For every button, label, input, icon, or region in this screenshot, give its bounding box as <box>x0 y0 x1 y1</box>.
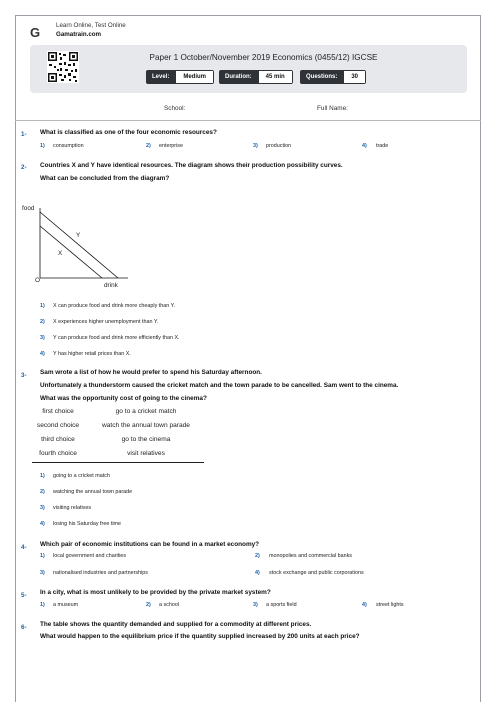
choice-activity: visit relatives <box>127 450 165 457</box>
duration-label: Duration: <box>219 70 258 84</box>
q5-option-2-number[interactable]: 2) <box>146 602 151 608</box>
gamatrain-logo[interactable]: G <box>30 25 41 40</box>
paper-header <box>30 45 467 93</box>
question-1-number: 1- <box>21 131 27 138</box>
table-row <box>32 422 204 436</box>
q1-option-4[interactable]: trade <box>376 143 389 149</box>
questions-label: Questions: <box>300 70 343 84</box>
choice-activity: go to the cinema <box>121 436 171 443</box>
q5-option-1-number[interactable]: 1) <box>40 602 45 608</box>
question-3-text: Sam wrote a list of how he would prefer to spend his Saturday afternoon. <box>40 369 262 376</box>
questions-value: 30 <box>343 70 366 84</box>
q3-option-1-number[interactable]: 1) <box>40 473 45 479</box>
question-3-subtext-1: Unfortunately a thunderstorm caused the cricket match and the town parade to be cancelled. Sam went to the cinema. <box>40 382 399 389</box>
q2-option-4[interactable]: Y has higher retail prices than X. <box>53 351 131 357</box>
q3-option-1[interactable]: going to a cricket match <box>53 473 110 479</box>
brand-site[interactable]: Gamatrain.com <box>56 31 102 38</box>
duration-value: 45 min <box>258 70 293 84</box>
question-6-number: 6- <box>21 624 27 631</box>
table-row <box>32 436 204 450</box>
q4-option-1[interactable]: local government and charities <box>53 553 127 559</box>
table-row <box>32 408 204 422</box>
question-5-text: In a city, what is most unlikely to be provided by the private market system? <box>40 589 271 596</box>
q2-option-1-number[interactable]: 1) <box>40 303 45 309</box>
full-name-field: Full Name: <box>317 105 348 112</box>
q2-option-2[interactable]: X experiences higher unemployment than Y. <box>53 319 159 325</box>
question-6-text: The table shows the quantity demanded and supplied for a commodity at different prices. <box>40 621 312 628</box>
level-badge <box>146 70 214 84</box>
table-bottom-rule <box>32 462 204 463</box>
q2-option-2-number[interactable]: 2) <box>40 319 45 325</box>
q5-option-4-number[interactable]: 4) <box>362 602 367 608</box>
choice-rank: second choice <box>36 422 80 429</box>
q2-option-1[interactable]: X can produce food and drink more cheaply than Y. <box>53 303 176 309</box>
paper-title: Paper 1 October/November 2019 Economics (0455/12) IGCSE <box>149 53 378 62</box>
q5-option-1[interactable]: a museum <box>53 602 79 608</box>
q4-option-3-number[interactable]: 3) <box>40 570 45 576</box>
question-6-subtext: What would happen to the equilibrium price if the quantity supplied increased by 200 units at each price? <box>40 633 360 640</box>
graph-x-axis-label: drink <box>104 282 118 289</box>
q3-option-4-number[interactable]: 4) <box>40 521 45 527</box>
q1-option-1[interactable]: consumption <box>53 143 84 149</box>
question-2-text: Countries X and Y have identical resources. The diagram shows their production possibility curves. <box>40 162 343 169</box>
q3-option-3-number[interactable]: 3) <box>40 505 45 511</box>
q3-option-2-number[interactable]: 2) <box>40 489 45 495</box>
q3-option-4[interactable]: losing his Saturday free time <box>53 521 122 527</box>
q3-option-3[interactable]: visiting relatives <box>53 505 92 511</box>
q1-option-2[interactable]: enterprise <box>159 143 183 149</box>
q4-option-2-number[interactable]: 2) <box>255 553 260 559</box>
choice-activity: go to a cricket match <box>115 408 177 415</box>
q4-option-2[interactable]: monopolies and commercial banks <box>269 553 352 559</box>
q1-option-3[interactable]: production <box>266 143 292 149</box>
graph-curve-y-label: Y <box>76 232 81 239</box>
question-1-text: What is classified as one of the four economic resources? <box>40 129 217 136</box>
q4-option-4-number[interactable]: 4) <box>255 570 260 576</box>
question-3-subtext-2: What was the opportunity cost of going to the cinema? <box>40 395 207 402</box>
question-5-number: 5- <box>21 592 27 599</box>
q1-option-4-number[interactable]: 4) <box>362 143 367 149</box>
level-label: Level: <box>146 70 175 84</box>
brand-tagline: Learn Online, Test Online <box>56 22 126 29</box>
question-4-number: 4- <box>21 544 27 551</box>
q5-option-3-number[interactable]: 3) <box>253 602 258 608</box>
question-4-text: Which pair of economic institutions can be found in a market economy? <box>40 541 260 548</box>
production-possibility-diagram <box>20 202 160 292</box>
choice-activity: watch the annual town parade <box>102 422 190 429</box>
choice-rank: fourth choice <box>39 450 77 457</box>
graph-curve-x-label: X <box>58 250 63 257</box>
graph-y-axis-label: food <box>22 205 35 212</box>
question-2-number: 2- <box>21 164 27 171</box>
duration-badge <box>219 70 293 84</box>
q5-option-3[interactable]: a sports field <box>266 602 297 608</box>
q2-option-4-number[interactable]: 4) <box>40 351 45 357</box>
ppc-curve-x <box>40 226 102 278</box>
page-frame <box>15 15 481 702</box>
header-divider <box>15 120 481 121</box>
q1-option-1-number[interactable]: 1) <box>40 143 45 149</box>
q4-option-4[interactable]: stock exchange and public corporations <box>269 570 364 576</box>
q3-option-2[interactable]: watching the annual town parade <box>53 489 133 495</box>
choice-rank: first choice <box>42 408 74 415</box>
q1-option-2-number[interactable]: 2) <box>146 143 151 149</box>
q4-option-3[interactable]: nationalised industries and partnerships <box>53 570 148 576</box>
school-field: School: <box>164 105 186 112</box>
q1-option-3-number[interactable]: 3) <box>253 143 258 149</box>
choice-rank: third choice <box>41 436 75 443</box>
questions-badge <box>300 70 366 84</box>
ppc-curve-y <box>40 212 118 278</box>
q2-option-3-number[interactable]: 3) <box>40 335 45 341</box>
question-3-number: 3- <box>21 372 27 379</box>
q2-option-3[interactable]: Y can produce food and drink more efficiently than X. <box>53 335 180 341</box>
question-2-subtext: What can be concluded from the diagram? <box>40 175 170 182</box>
q5-option-2[interactable]: a school <box>159 602 180 608</box>
q4-option-1-number[interactable]: 1) <box>40 553 45 559</box>
graph-origin-label: O <box>35 277 40 284</box>
q5-option-4[interactable]: street lights <box>376 602 404 608</box>
level-value: Medium <box>175 70 214 84</box>
